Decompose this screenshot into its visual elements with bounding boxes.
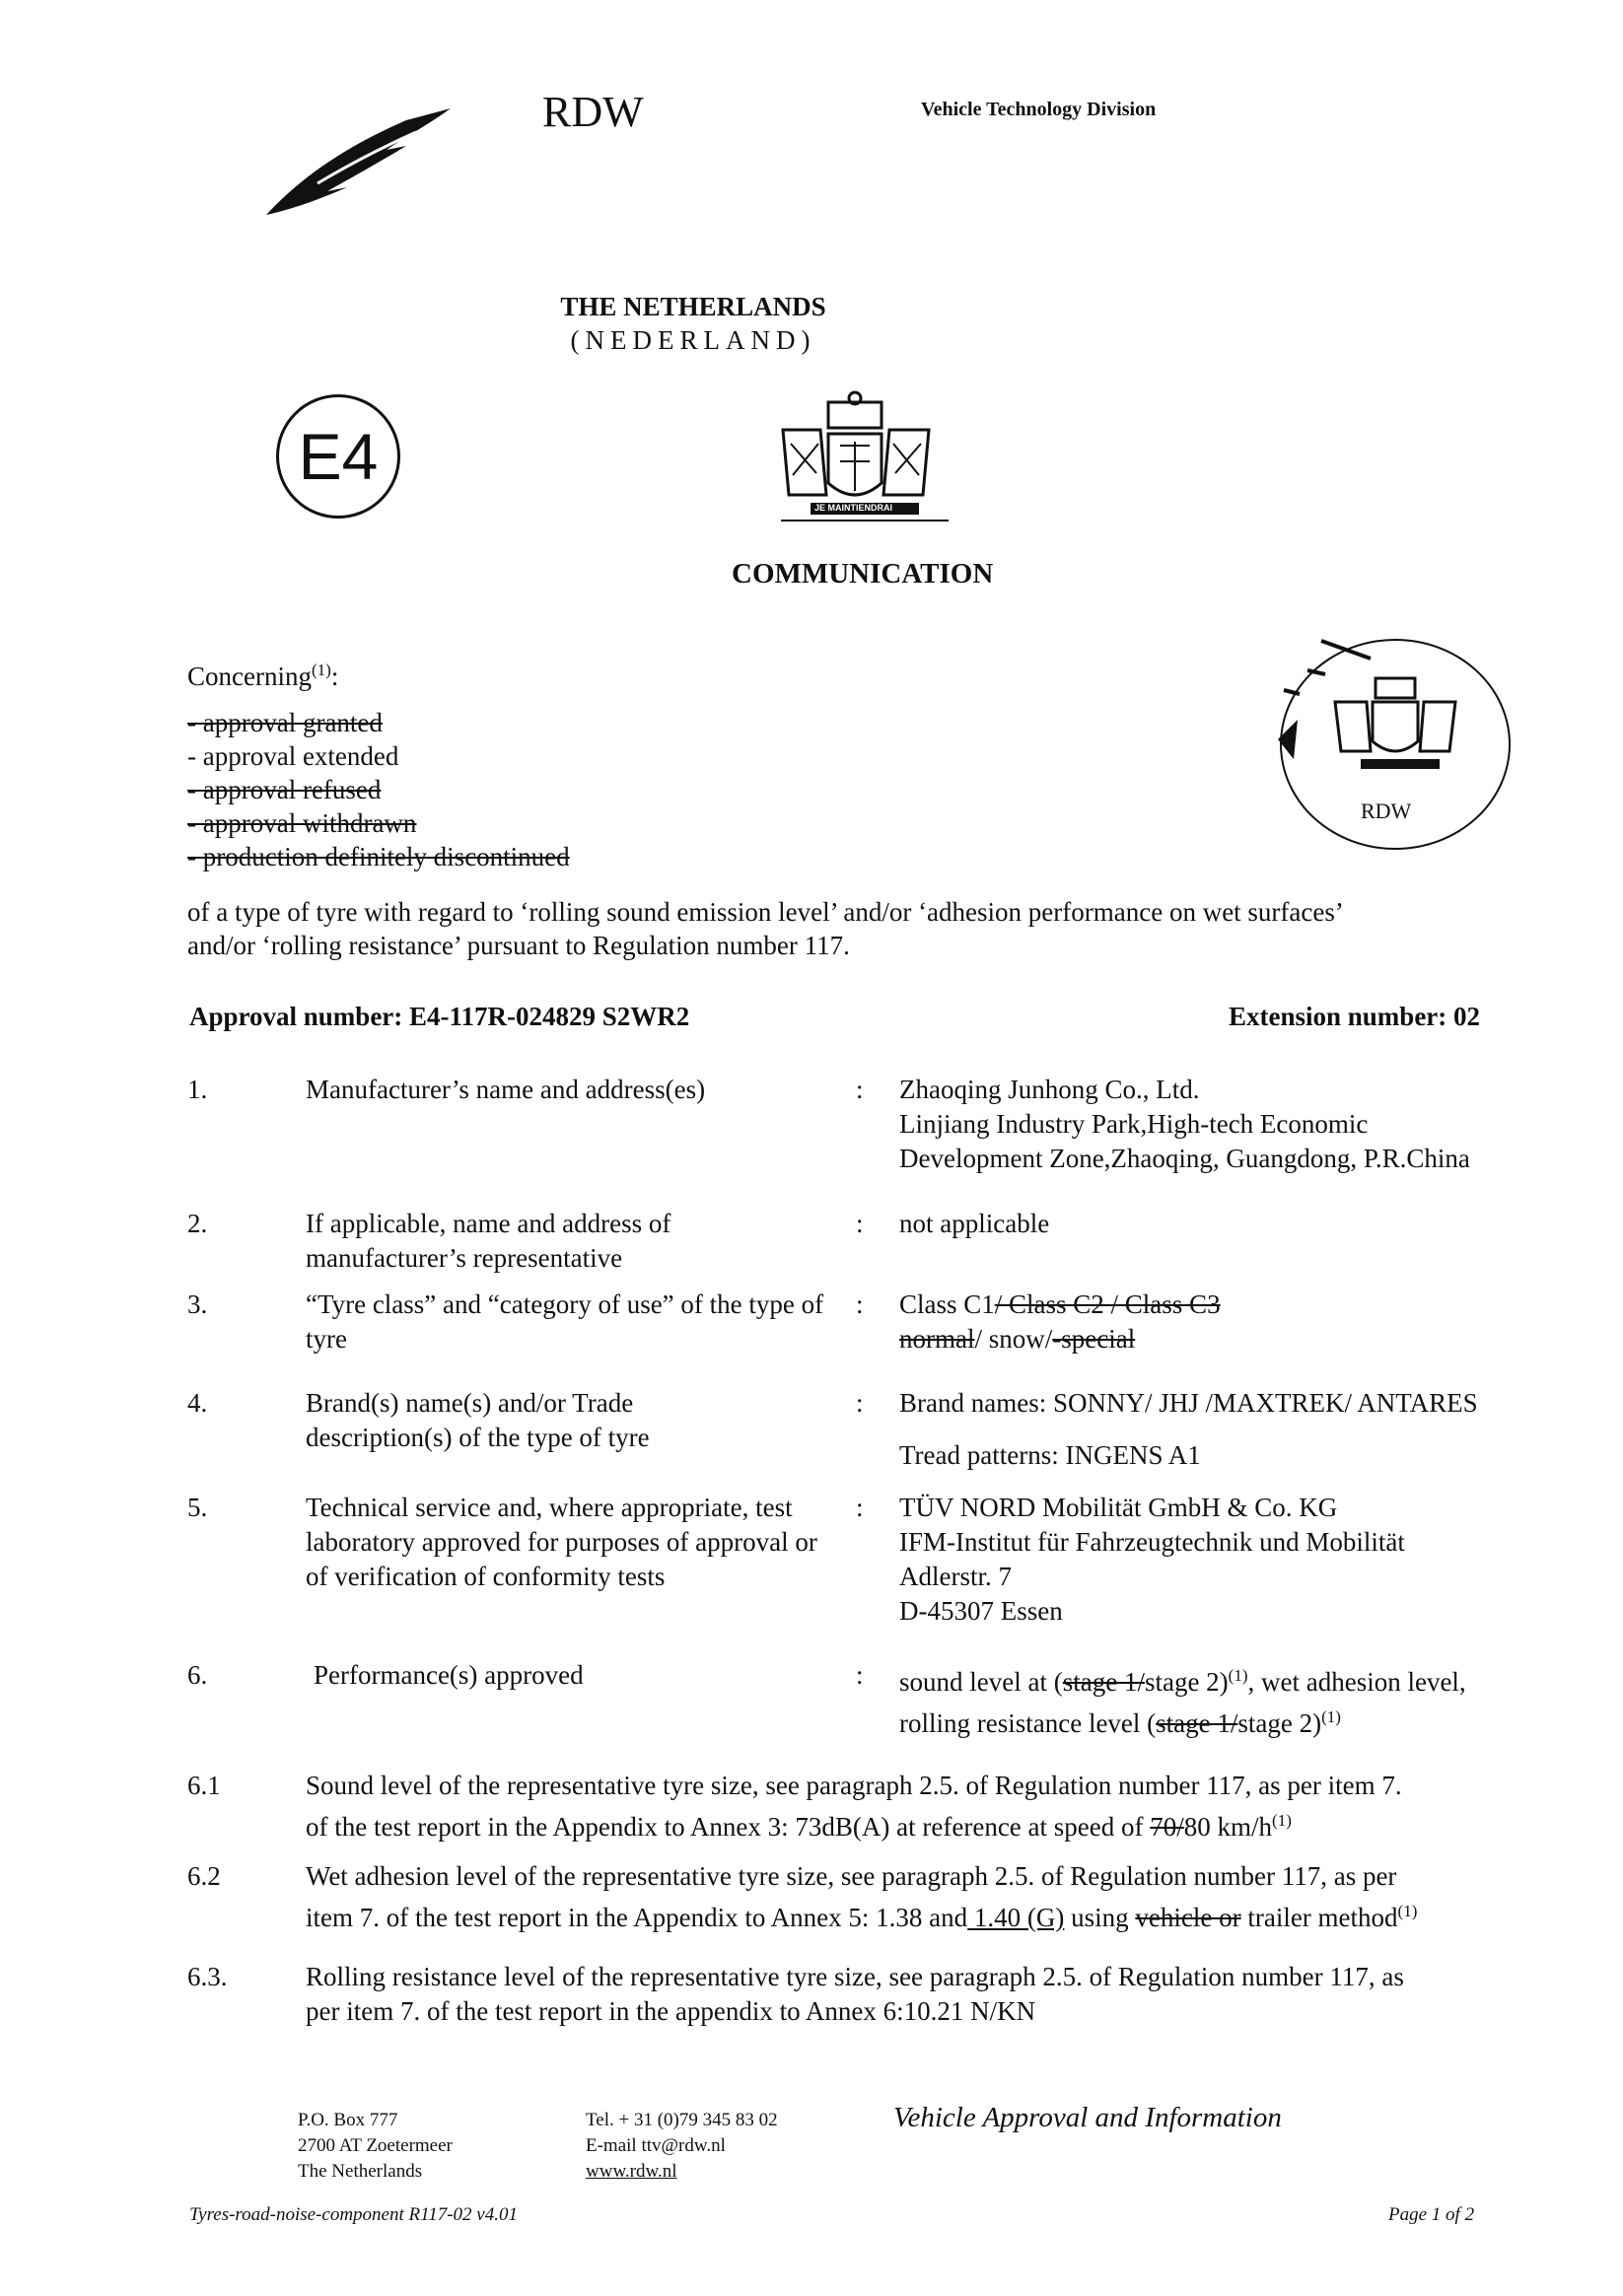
category-of-use: / snow/ [974,1324,1053,1354]
item-value [899,1287,1580,1357]
para-text [306,1859,1568,1935]
scope-line-1: of a type of tyre with regard to ‘rolling sound emission level’ and/or ‘adhesion performance on wet surfaces’ [187,897,1344,927]
colon: : [856,1493,864,1522]
item-value [899,1658,1580,1741]
country-native: (NEDERLAND) [570,325,816,355]
item-number: 1. [187,1075,208,1104]
concerning-item: - approval granted [187,708,383,737]
para-line: Wet adhesion level of the representative tyre size, see paragraph 2.5. of Regulation number 117, as per [306,1861,1397,1891]
struck-text: stage 1/ [1156,1708,1238,1738]
para-line: item 7. of the test report in the Appendix to Annex 5: 1.38 and [306,1903,968,1932]
item-number: 3. [187,1289,208,1319]
crest-motto: JE MAINTIENDRAI [814,503,893,513]
para-number: 6.2 [187,1861,221,1891]
item-value [899,1386,1580,1473]
concerning-label: Concerning$^{(1)}$: [187,661,339,691]
item-value [899,1073,1580,1176]
colon: : [856,1289,864,1319]
tyre-class: Class C1 [899,1289,995,1319]
scope-line-2: and/or ‘rolling resistance’ pursuant to Regulation number 117. [187,931,850,960]
item-label: Manufacturer’s name and address(es) [306,1075,706,1104]
para-text [306,1769,1568,1844]
footnote-ref: (1) [1321,1707,1341,1726]
value-line: Adlerstr. 7 [899,1562,1012,1591]
footnote-ref: (1) [1397,1902,1418,1920]
country-title: THE NETHERLANDS [560,292,826,321]
extension-number: Extension number: 02 [1229,1002,1481,1031]
item-label: Performance(s) approved [314,1660,584,1690]
colon: : [856,1075,864,1104]
value-line: IFM-Institut für Fahrzeugtechnik und Mobilität [899,1527,1405,1557]
colon: : [856,1388,864,1418]
page-number: Page 1 of 2 [1388,2204,1475,2225]
para-number: 6.3. [187,1962,228,1991]
perf-text: stage 2) [1237,1708,1322,1738]
para-line: using [1064,1903,1136,1932]
struck-text: -special [1052,1324,1136,1354]
item-number: 4. [187,1388,208,1418]
value-line: Linjiang Industry Park,High-tech Economic [899,1109,1369,1139]
concerning-item: - approval refused [187,775,382,804]
item-label: If applicable, name and address of manufacturer’s representative [306,1209,671,1273]
footer-address [298,2108,453,2185]
document-id: Tyres-road-noise-component R117-02 v4.01 [189,2204,518,2225]
item-number: 5. [187,1493,208,1522]
struck-text: normal [899,1324,975,1354]
communication-title: COMMUNICATION [732,558,994,590]
concerning-item: - approval withdrawn [187,808,417,838]
item-number: 2. [187,1209,208,1238]
struck-text: stage 1/ [1062,1667,1145,1697]
value-line: D-45307 Essen [899,1596,1063,1626]
concerning-item: - production definitely discontinued [187,842,570,871]
item-value [899,1491,1580,1629]
para-line: Rolling resistance level of the representative tyre size, see paragraph 2.5. of Regulation number 117, as [306,1962,1404,1991]
address-line: 2700 AT Zoetermeer [298,2135,453,2156]
para-line: trailer method [1240,1903,1398,1932]
division-name: Vehicle Technology Division [921,99,1157,120]
item-number: 6. [187,1660,208,1690]
footer-contact [586,2108,778,2185]
approval-number: Approval number: E4-117R-024829 S2WR2 [189,1002,690,1031]
struck-text: vehicle or [1135,1903,1241,1932]
footer-tagline: Vehicle Approval and Information [893,2102,1282,2133]
item-value: not applicable [899,1209,1050,1238]
para-line: 80 km/h [1183,1812,1273,1842]
colon: : [856,1660,864,1690]
address-line: P.O. Box 777 [298,2110,398,2130]
perf-text: stage 2) [1144,1667,1229,1697]
e-mark-text: E4 [298,420,379,493]
tread-patterns: Tread patterns: INGENS A1 [899,1440,1201,1470]
para-line: of the test report in the Appendix to Annex 3: 73dB(A) at reference at speed of [306,1812,1151,1842]
footnote-ref: (1) [1228,1666,1248,1685]
underlined-value: 1.40 (G) [967,1903,1065,1932]
stamp-mark-icon [1272,631,1380,769]
para-line: Sound level of the representative tyre size, see paragraph 2.5. of Regulation number 117, as per item 7. [306,1771,1402,1800]
perf-text: rolling resistance level ( [899,1708,1157,1738]
item-label: “Tyre class” and “category of use” of the type of tyre [306,1289,824,1354]
para-line: per item 7. of the test report in the appendix to Annex 6:10.21 N/KN [306,1996,1036,2026]
concerning-item: - approval extended [187,741,399,771]
value-line: Development Zone,Zhaoqing, Guangdong, P.R.China [899,1144,1470,1173]
footnote-ref: (1) [1272,1811,1292,1830]
item-label: Brand(s) name(s) and/or Trade description(s) of the type of tyre [306,1388,650,1452]
perf-text: sound level at ( [899,1667,1063,1697]
rdw-logo-icon [258,106,456,220]
value-line: Zhaoqing Junhong Co., Ltd. [899,1075,1200,1104]
address-line: The Netherlands [298,2161,423,2182]
para-number: 6.1 [187,1771,221,1800]
email-link[interactable]: E-mail ttv@rdw.nl [586,2135,726,2156]
org-name: RDW [542,88,644,136]
concerning-note: (1) [311,661,331,679]
stamp-text: RDW [1361,799,1412,823]
colon: : [856,1209,864,1238]
struck-text: / Class C2 / Class C3 [994,1289,1221,1319]
website-link[interactable]: www.rdw.nl [586,2161,677,2182]
para-text [306,1960,1568,2029]
value-line: TÜV NORD Mobilität GmbH & Co. KG [899,1493,1338,1522]
struck-text: 70/ [1150,1812,1184,1842]
perf-text: , wet adhesion level, [1247,1667,1466,1697]
phone-number: Tel. + 31 (0)79 345 83 02 [586,2110,778,2130]
concerning-text: Concerning [187,661,312,691]
item-label: Technical service and, where appropriate, test laboratory approved for purposes of approval or of verification of conformity tests [306,1493,817,1591]
e-mark [276,394,400,519]
brand-names: Brand names: SONNY/ JHJ /MAXTREK/ ANTARES [899,1388,1478,1418]
